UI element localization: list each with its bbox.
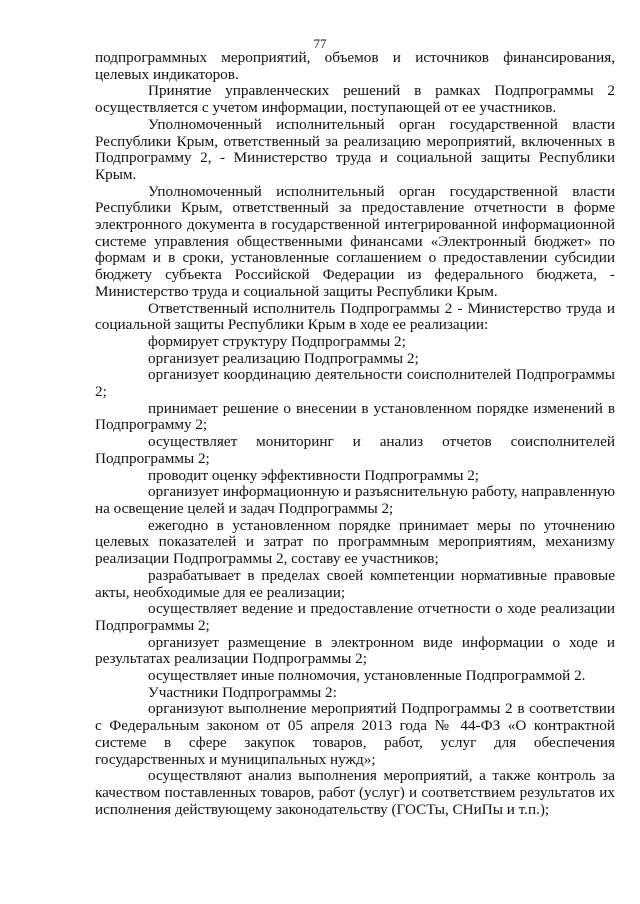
- list-item: принимает решение о внесении в установленном порядке изменений в Подпрограмму 2;: [95, 399, 615, 434]
- list-item: организует координацию деятельности соисполнителей Подпрограммы 2;: [95, 366, 615, 401]
- list-item: осуществляет мониторинг и анализ отчетов соисполнителей Подпрограммы 2;: [95, 433, 615, 467]
- list-item: проводит оценку эффективности Подпрограммы 2;: [148, 466, 480, 484]
- paragraph-authorized-body-implementation: Уполномоченный исполнительный орган государственной власти Республики Крым, ответственный за реализацию мероприятий, включенных в Подпрограмму 2, - Министерство труда и социальной защиты Республики Крым.: [95, 115, 615, 183]
- list-item: осуществляют анализ выполнения мероприятий, а также контроль за качеством поставленных товаров, работ (услуг) и соответствием результатов их исполнения действующему законодательству (ГОСТы, СНиПы и т.п.);: [95, 767, 615, 818]
- paragraph-responsible-executor: Ответственный исполнитель Подпрограммы 2 - Министерство труда и социальной защиты Республики Крым в ходе ее реализации:: [95, 299, 615, 334]
- paragraph-participants: Участники Подпрограммы 2:: [148, 683, 337, 701]
- list-item: организуют выполнение мероприятий Подпрограммы 2 в соответствии с Федеральным законом от 05 апреля 2013 года № 44-ФЗ «О контрактной системе в сфере закупок товаров, работ, услуг для обеспечения государственных и муниципальных нужд»;: [95, 700, 615, 768]
- list-item: осуществляет иные полномочия, установленные Подпрограммой 2.: [148, 667, 586, 685]
- list-item: формирует структуру Подпрограммы 2;: [148, 332, 406, 350]
- paragraph-decisions: Принятие управленческих решений в рамках Подпрограммы 2 осуществляется с учетом информации, поступающей от ее участников.: [95, 82, 615, 117]
- document-body: [95, 50, 615, 818]
- list-item: разрабатывает в пределах своей компетенции нормативные правовые акты, необходимые для ее реализации;: [95, 566, 615, 601]
- paragraph-continuation: подпрограммных мероприятий, объемов и источников финансирования, целевых индикаторов.: [95, 49, 615, 83]
- list-item: организует размещение в электронном виде информации о ходе и результатах реализации Подпрограммы 2;: [95, 633, 615, 668]
- list-item: организует реализацию Подпрограммы 2;: [148, 349, 419, 367]
- list-item: ежегодно в установленном порядке принимает меры по уточнению целевых показателей и затрат по программным мероприятиям, механизму реализации Подпрограммы 2, составу ее участников;: [95, 516, 615, 568]
- paragraph-authorized-body-reporting: Уполномоченный исполнительный орган государственной власти Республики Крым, ответственный за предоставление отчетности в форме электронного документа в государственной интегрированной информационной системе управления общественными финансами «Электронный бюджет» по формам и в сроки, установленные соглашением о предоставлении субсидии бюджету субъекта Российской Федерации из федерального бюджета, - Министерство труда и социальной защиты Республики Крым.: [95, 182, 615, 300]
- list-item: организует информационную и разъяснительную работу, направленную на освещение целей и задач Подпрограммы 2;: [95, 483, 615, 517]
- page-number: 77: [313, 36, 327, 51]
- list-item: осуществляет ведение и предоставление отчетности о ходе реализации Подпрограммы 2;: [95, 600, 615, 634]
